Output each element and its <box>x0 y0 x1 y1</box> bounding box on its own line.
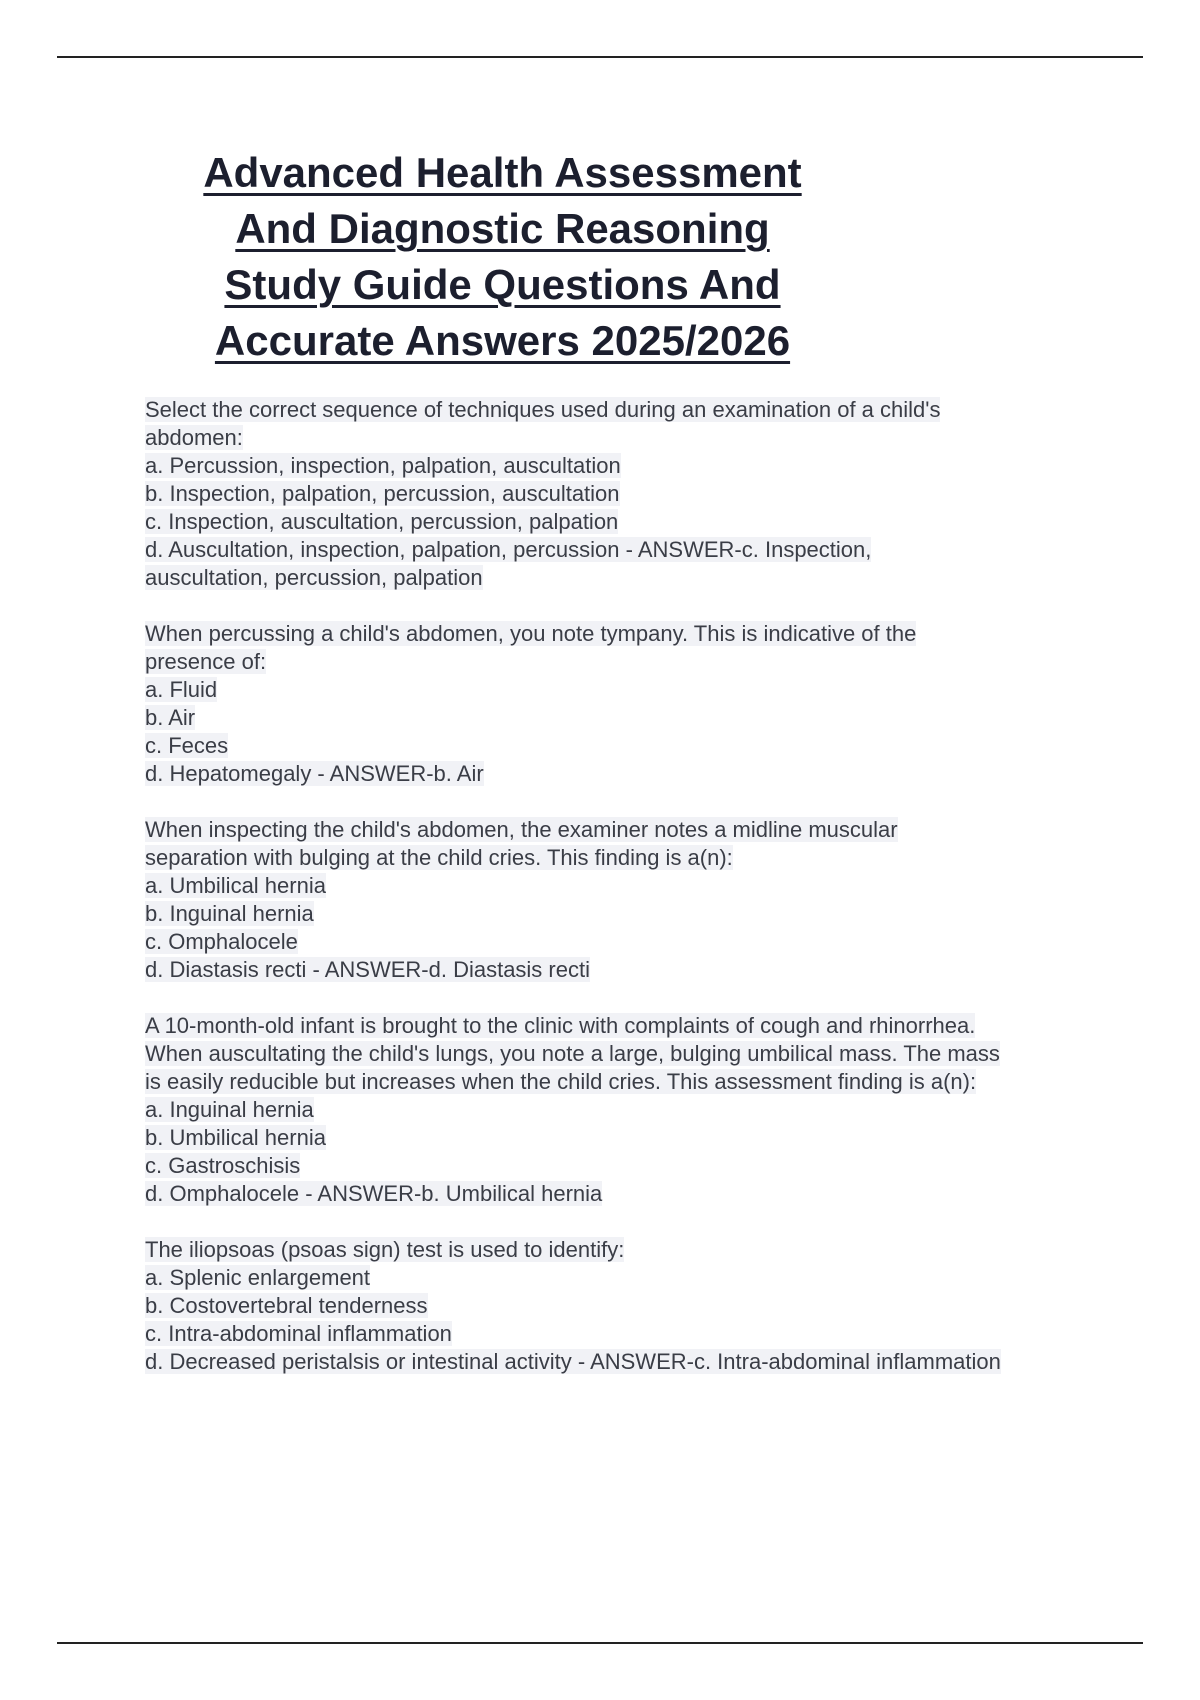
question-text: presence of: <box>145 649 267 674</box>
answer-option: c. Intra-abdominal inflammation <box>145 1321 452 1346</box>
answer-option: c. Gastroschisis <box>145 1153 301 1178</box>
answer-option: a. Umbilical hernia <box>145 873 326 898</box>
document-title <box>100 145 905 369</box>
question-text: When auscultating the child's lungs, you note a large, bulging umbilical mass. The mass <box>145 1041 1000 1066</box>
answer-option: c. Feces <box>145 733 229 758</box>
answer-key: d. Hepatomegaly - ANSWER-b. Air <box>145 761 484 786</box>
title-line: Advanced Health Assessment <box>203 149 802 196</box>
title-line: Accurate Answers 2025/2026 <box>214 317 791 364</box>
header-rule <box>57 56 1143 58</box>
question-text: Select the correct sequence of techniques used during an examination of a child's <box>145 397 941 422</box>
question-block <box>145 1012 1100 1208</box>
question-block <box>145 396 1100 592</box>
answer-option: d. Auscultation, inspection, palpation, percussion - ANSWER-c. Inspection, <box>145 537 872 562</box>
answer-option: b. Air <box>145 705 196 730</box>
answer-option: a. Percussion, inspection, palpation, auscultation <box>145 453 621 478</box>
answer-option: b. Costovertebral tenderness <box>145 1293 428 1318</box>
title-line: Study Guide Questions And <box>224 261 781 308</box>
answer-key: auscultation, percussion, palpation <box>145 565 483 590</box>
answer-option: c. Omphalocele <box>145 929 298 954</box>
answer-option: a. Splenic enlargement <box>145 1265 371 1290</box>
answer-key: d. Decreased peristalsis or intestinal activity - ANSWER-c. Intra-abdominal inflammation <box>145 1349 1001 1374</box>
question-block <box>145 816 1100 984</box>
question-text: A 10-month-old infant is brought to the clinic with complaints of cough and rhinorrhea. <box>145 1013 976 1038</box>
question-text: When percussing a child's abdomen, you note tympany. This is indicative of the <box>145 621 917 646</box>
answer-option: a. Inguinal hernia <box>145 1097 314 1122</box>
answer-option: b. Inspection, palpation, percussion, auscultation <box>145 481 620 506</box>
title-line: And Diagnostic Reasoning <box>235 205 770 252</box>
answer-key: d. Omphalocele - ANSWER-b. Umbilical hernia <box>145 1181 603 1206</box>
question-text: abdomen: <box>145 425 243 450</box>
answer-option: b. Inguinal hernia <box>145 901 314 926</box>
question-text: When inspecting the child's abdomen, the examiner notes a midline muscular <box>145 817 898 842</box>
question-block <box>145 620 1100 788</box>
question-block <box>145 1236 1100 1376</box>
question-text: The iliopsoas (psoas sign) test is used to identify: <box>145 1237 625 1262</box>
answer-option: b. Umbilical hernia <box>145 1125 326 1150</box>
question-text: is easily reducible but increases when the child cries. This assessment finding is a(n): <box>145 1069 977 1094</box>
answer-option: c. Inspection, auscultation, percussion, palpation <box>145 509 619 534</box>
question-text: separation with bulging at the child cries. This finding is a(n): <box>145 845 733 870</box>
answer-option: a. Fluid <box>145 677 218 702</box>
answer-key: d. Diastasis recti - ANSWER-d. Diastasis recti <box>145 957 590 982</box>
questions-list <box>145 396 1100 1404</box>
footer-rule <box>57 1642 1143 1644</box>
